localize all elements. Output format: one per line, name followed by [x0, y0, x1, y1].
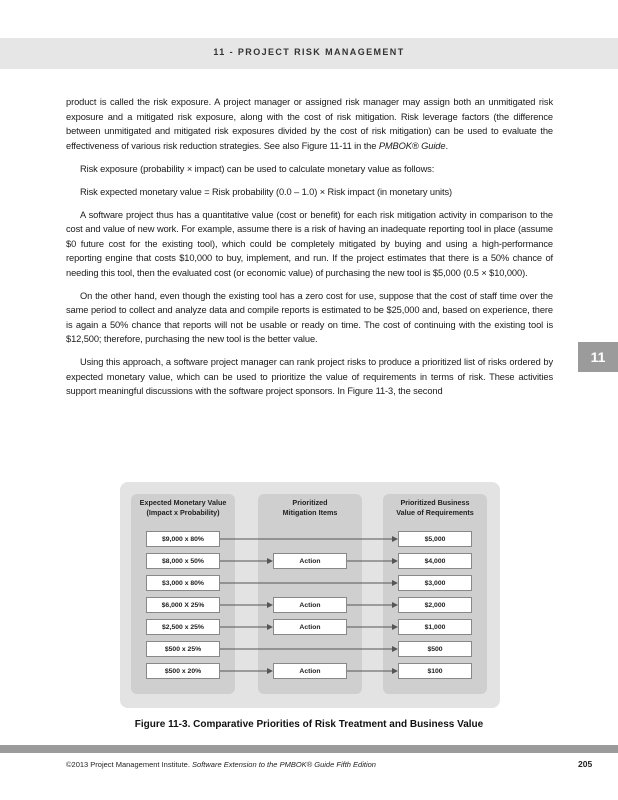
paragraph-3-formula: Risk expected monetary value = Risk probability (0.0 – 1.0) × Risk impact (in monetary units) [80, 186, 453, 197]
paragraph-2: Risk exposure (probability × impact) can be used to calculate monetary value as follows: [80, 164, 435, 175]
footer-book-title: Software Extension to the PMBOK® Guide Fifth Edition [192, 760, 376, 769]
business-value-heading-line2: Value of Requirements [396, 508, 474, 517]
page-number: 205 [578, 759, 593, 769]
emv-box: $9,000 x 80% [146, 531, 220, 547]
business-value-heading-line1: Prioritized Business [400, 498, 470, 507]
mitigation-heading-line2: Mitigation Items [282, 508, 338, 517]
footer-copyright [66, 760, 376, 769]
paragraph-1-text: product is called the risk exposure. A project manager or assigned risk manager may assign both an unmitigated risk exposure and a mitigated risk exposure, along with the cost of risk mitigation. Risk leverage factors (the difference between unmitigated and mitigated risk exposures divided by the cost of risk mitigation) can be used to evaluate the effectiveness of various risk reduction strategies. See also Figure 11-11 in the [66, 97, 553, 151]
emv-box: $6,000 X 25% [146, 597, 220, 613]
emv-box: $8,000 x 50% [146, 553, 220, 569]
value-box: $5,000 [398, 531, 472, 547]
action-box: Action [273, 553, 347, 569]
emv-heading-line2: (Impact x Probability) [146, 508, 220, 517]
emv-box: $500 x 25% [146, 641, 220, 657]
mitigation-heading-line1: Prioritized [292, 498, 328, 507]
emv-box: $3,000 x 80% [146, 575, 220, 591]
footer-rule [0, 745, 618, 753]
paragraph-4: A software project thus has a quantitative value (cost or benefit) for each risk mitigation activity in comparison to the cost and value of new work. For example, assume there is a risk of having an inadequate reporting tool in place (assume $0 future cost for the existing tool), which could be completely mitigated by buying and using a high-performance reporting engine that costs $10,000 to buy, implement, and run. If the project estimates that there is a 50% chance of needing this tool, then the evaluated cost (or economic value) of purchasing the new tool is $5,000 (0.5 × $10,000). [66, 209, 553, 278]
emv-box: $500 x 20% [146, 663, 220, 679]
value-box: $1,000 [398, 619, 472, 635]
paragraph-6: Using this approach, a software project manager can rank project risks to produce a prioritized list of risks ordered by expected monetary value, which can be used to prioritize the value of requirements in terms of risk. These activities support meaningful discussions with the software project sponsors. In Figure 11-3, the second [66, 356, 553, 397]
action-box: Action [273, 663, 347, 679]
paragraph-1-end: . [445, 140, 448, 151]
chapter-tab: 11 [578, 342, 618, 372]
footer-copyright-text: ©2013 Project Management Institute. [66, 760, 193, 769]
value-box: $500 [398, 641, 472, 657]
value-box: $4,000 [398, 553, 472, 569]
header-title: 11 - PROJECT RISK MANAGEMENT [213, 47, 405, 57]
figure-caption: Figure 11-3. Comparative Priorities of Risk Treatment and Business Value [134, 719, 484, 730]
value-box: $3,000 [398, 575, 472, 591]
action-box: Action [273, 597, 347, 613]
action-box: Action [273, 619, 347, 635]
emv-box: $2,500 x 25% [146, 619, 220, 635]
value-box: $2,000 [398, 597, 472, 613]
pmbok-guide-title: PMBOK® Guide [378, 140, 446, 151]
paragraph-5: On the other hand, even though the existing tool has a zero cost for use, suppose that the cost of staff time over the same period to collect and analyze data and compile reports is estimated to be $25,000 and, based on experience, there is again a 50% chance that reports will not be usable or ready on time. The cost of continuing with the existing tool is $12,500; therefore, purchasing the new tool is the better value. [66, 290, 553, 345]
emv-heading-line1: Expected Monetary Value [139, 498, 227, 507]
value-box: $100 [398, 663, 472, 679]
